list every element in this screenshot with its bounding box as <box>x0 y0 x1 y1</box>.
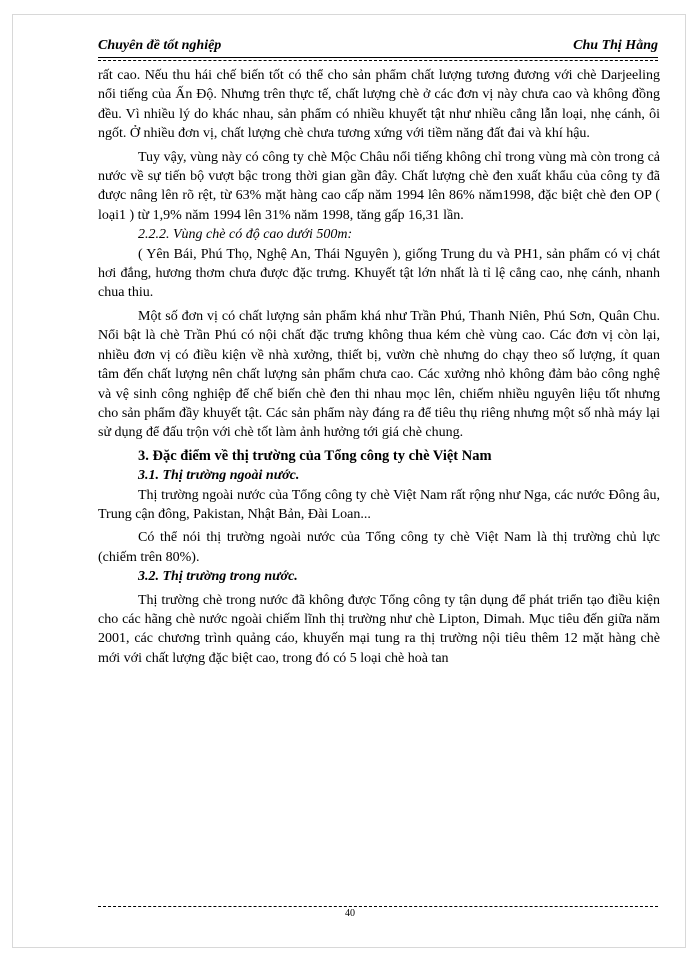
paragraph-7: Thị trường chè trong nước đã không được Tổng công ty tận dụng để phát triển tạo điều kiện cho các hãng chè nước ngoài chiếm lĩnh thị trường như chè Lipton, Dimah. Mục tiêu đến giữa năm 2001, các chương trình quảng cáo, khuyến mại tung ra thị trường nội tiêu thêm 12 mặt hàng chè mới với chất lượng đặc biệt cao, trong đó có 5 loại chè hoà tan <box>98 592 660 666</box>
paragraph-5: Thị trường ngoài nước của Tổng công ty chè Việt Nam rất rộng như Nga, các nước Đông âu, Trung cận đông, Pakistan, Nhật Bản, Đài Loan... <box>98 487 660 522</box>
paragraph-4: Một số đơn vị có chất lượng sản phẩm khá như Trần Phú, Thanh Niên, Phú Sơn, Quân Chu. Nổi bật là chè Trần Phú có nội chất đặc trưng không thua kém chè vùng cao. Các đơn vị còn lại, nhiều đơn vị có điều kiện về nhà xưởng, thiết bị, vườn chè nhưng do chạy theo số lượng, ít quan tâm đến chất lượng nên chất lượng sản phẩm chưa cao. Các xưởng nhỏ không đảm bảo công nghệ và vệ sinh công nghiệp để chế biến chè đen thi nhau mọc lên, chiếm nhiều nguyên liệu tốt nhưng cho sản phẩm đầy khuyết tật. Các sản phẩm này đáng ra để tiêu thụ riêng nhưng một số nhà máy lại sử dụng để đấu trộn với chè tốt làm ảnh hưởng tới giá chè chung. <box>98 308 660 441</box>
footer-rule <box>98 906 658 907</box>
header-author: Chu Thị Hằng <box>573 38 658 53</box>
header-rule <box>98 57 658 58</box>
paragraph-3: ( Yên Bái, Phú Thọ, Nghệ An, Thái Nguyên ), giống Trung du và PH1, sản phẩm có vị chát hơi đắng, hương thơm chưa được đặc trưng. Khuyết tật lớn nhất là tỉ lệ cẳng cao, nhẹ cánh, nhanh chua thiu. <box>98 246 660 301</box>
page-header <box>98 38 658 58</box>
header-rule-dashed <box>98 60 658 61</box>
section-heading-3-1: 3.1. Thị trường ngoài nước. <box>138 468 300 484</box>
page-number: 40 <box>345 908 355 919</box>
paragraph-2: Tuy vậy, vùng này có công ty chè Mộc Châu nổi tiếng không chỉ trong vùng mà còn trong cả nước về sự tiến bộ vượt bậc trong thời gian gần đây. Chất lượng chè đen xuất khẩu của công ty đã được nâng lên rõ rệt, từ 63% mặt hàng cao cấp năm 1994 lên 86% năm1998, đặc biệt chè đen OP ( loại1 ) từ 1,9% năm 1994 lên 31% năm 1998, tăng gấp 16,31 lần. <box>98 149 660 223</box>
document-body <box>98 66 660 668</box>
header-left-title: Chuyên đề tốt nghiệp <box>98 38 222 53</box>
section-heading-2-2-2: 2.2.2. Vùng chè có độ cao dưới 500m: <box>138 227 353 243</box>
paragraph-1: rất cao. Nếu thu hái chế biến tốt có thể cho sản phẩm chất lượng tương đương với chè Darjeeling nổi tiếng của Ấn Độ. Nhưng trên thực tế, chất lượng chè ở các đơn vị này chưa cao và không đồng đều. Vì nhiều lý do khác nhau, sản phẩm có nhiều khuyết tật như nhiều cẳng lẫn loại, nhẹ cánh, ôi ngốt. Ở nhiều đơn vị, chất lượng chè chưa tương xứng với tiềm năng đất đai và khí hậu. <box>98 68 660 142</box>
section-heading-3-2: 3.2. Thị trường trong nước. <box>138 569 298 585</box>
paragraph-6: Có thể nói thị trường ngoài nước của Tổng công ty chè Việt Nam là thị trường chủ lực (chiếm trên 80%). <box>98 530 660 565</box>
section-heading-3: 3. Đặc điểm về thị trường của Tổng công ty chè Việt Nam <box>138 447 492 464</box>
